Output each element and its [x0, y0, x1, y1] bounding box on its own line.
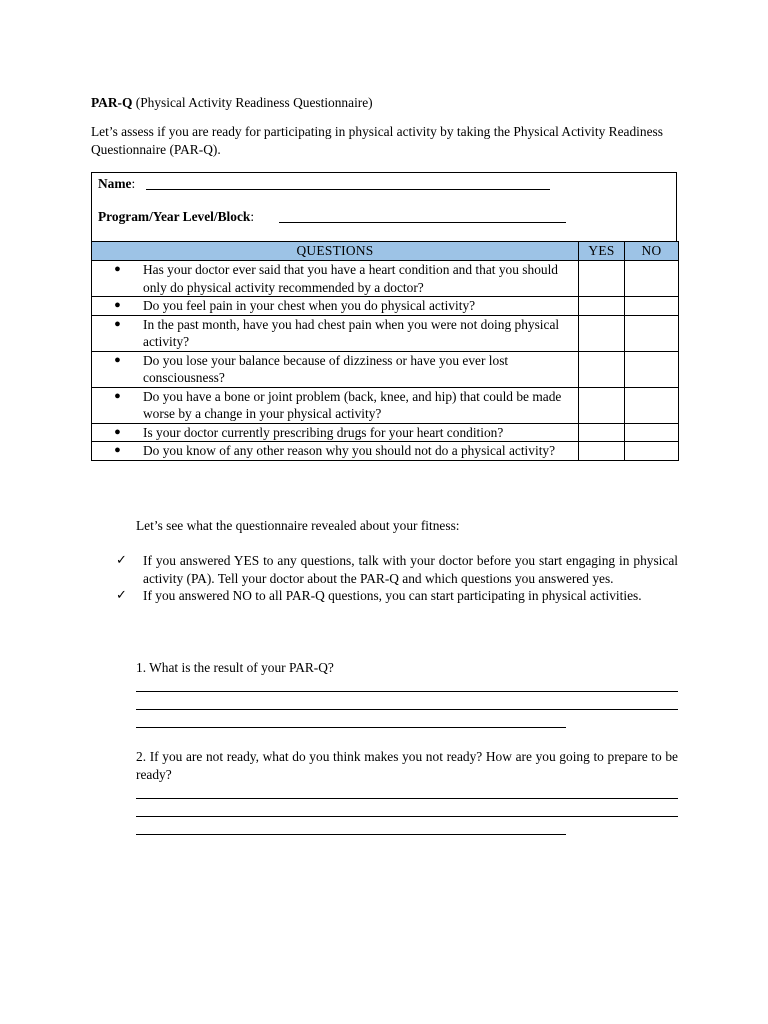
answer-line-q1-2[interactable]	[136, 709, 678, 710]
no-cell[interactable]	[625, 261, 679, 297]
no-cell[interactable]	[625, 315, 679, 351]
checkmark-icon: ✓	[116, 553, 127, 568]
question-cell	[92, 442, 579, 461]
table-row	[92, 261, 679, 297]
bullet-icon: ●	[114, 444, 121, 456]
questions-header: QUESTIONS	[92, 242, 579, 261]
list-item	[116, 552, 678, 587]
table-header-row	[92, 242, 679, 261]
name-input-line[interactable]	[146, 189, 550, 190]
answer-line-q2-3[interactable]	[136, 834, 566, 835]
question-cell	[92, 261, 579, 297]
yes-cell[interactable]	[579, 387, 625, 423]
table-row	[92, 442, 679, 461]
yes-cell[interactable]	[579, 442, 625, 461]
student-info-box	[91, 172, 677, 241]
page-title	[91, 94, 373, 112]
yes-cell[interactable]	[579, 351, 625, 387]
table-row	[92, 351, 679, 387]
yes-cell[interactable]	[579, 261, 625, 297]
answer-line-q1-3[interactable]	[136, 727, 566, 728]
intro-paragraph: Let’s assess if you are ready for participating in physical activity by taking the Physical Activity Readiness Questionnaire (PAR-Q).	[91, 124, 663, 157]
bullet-icon: ●	[114, 389, 121, 402]
checkmark-icon: ✓	[116, 588, 127, 603]
answer-line-q2-2[interactable]	[136, 816, 678, 817]
table-row	[92, 297, 679, 316]
question-cell	[92, 351, 579, 387]
question-cell	[92, 297, 579, 316]
yes-cell[interactable]	[579, 315, 625, 351]
table-row	[92, 423, 679, 442]
bullet-icon: ●	[114, 425, 121, 438]
list-item	[116, 587, 678, 605]
yes-header: YES	[579, 242, 625, 261]
result-no-text: If you answered NO to all PAR-Q questions, you can start participating in physical activities.	[143, 588, 642, 603]
program-input-line[interactable]	[279, 222, 566, 223]
no-cell[interactable]	[625, 387, 679, 423]
question-text: Do you have a bone or joint problem (back, knee, and hip) that could be made worse by a change in your physical activity?	[143, 388, 562, 421]
no-cell[interactable]	[625, 351, 679, 387]
bullet-icon: ●	[114, 299, 121, 311]
title-full-name: (Physical Activity Readiness Questionnaire)	[132, 95, 373, 110]
question-cell	[92, 423, 579, 442]
result-yes-text: If you answered YES to any questions, talk with your doctor before you start engaging in physical activity (PA). Tell your doctor about the PAR-Q and which questions you answered yes.	[143, 553, 678, 586]
no-cell[interactable]	[625, 297, 679, 316]
answer-line-q2-1[interactable]	[136, 798, 678, 799]
no-cell[interactable]	[625, 442, 679, 461]
no-cell[interactable]	[625, 423, 679, 442]
answer-line-q1-1[interactable]	[136, 691, 678, 692]
title-acronym: PAR-Q	[91, 95, 133, 110]
parq-table	[91, 241, 679, 461]
results-list	[116, 552, 678, 605]
bullet-icon: ●	[114, 353, 121, 366]
question-2: 2. If you are not ready, what do you think makes you not ready? How are you going to prepare to be ready?	[136, 749, 678, 782]
yes-cell[interactable]	[579, 297, 625, 316]
no-header: NO	[625, 242, 679, 261]
bullet-icon: ●	[114, 317, 121, 330]
question-text: Do you know of any other reason why you should not do a physical activity?	[143, 443, 556, 458]
table-row	[92, 387, 679, 423]
table-row	[92, 315, 679, 351]
question-text: Has your doctor ever said that you have a heart condition and that you should only do physical activity recommended by a doctor?	[143, 262, 558, 295]
program-field-label: Program/Year Level/Block:	[98, 209, 255, 224]
bullet-icon: ●	[114, 263, 121, 275]
question-cell	[92, 387, 579, 423]
name-field-label: Name:	[98, 176, 136, 191]
question-text: Do you lose your balance because of dizziness or have you ever lost consciousness?	[143, 352, 509, 385]
question-1: 1. What is the result of your PAR-Q?	[136, 660, 334, 675]
question-text: Do you feel pain in your chest when you do physical activity?	[143, 298, 476, 313]
question-cell	[92, 315, 579, 351]
question-text: Is your doctor currently prescribing drugs for your heart condition?	[143, 424, 504, 440]
yes-cell[interactable]	[579, 423, 625, 442]
results-intro: Let’s see what the questionnaire revealed about your fitness:	[136, 518, 460, 533]
question-text: In the past month, have you had chest pain when you were not doing physical activity?	[143, 316, 560, 349]
